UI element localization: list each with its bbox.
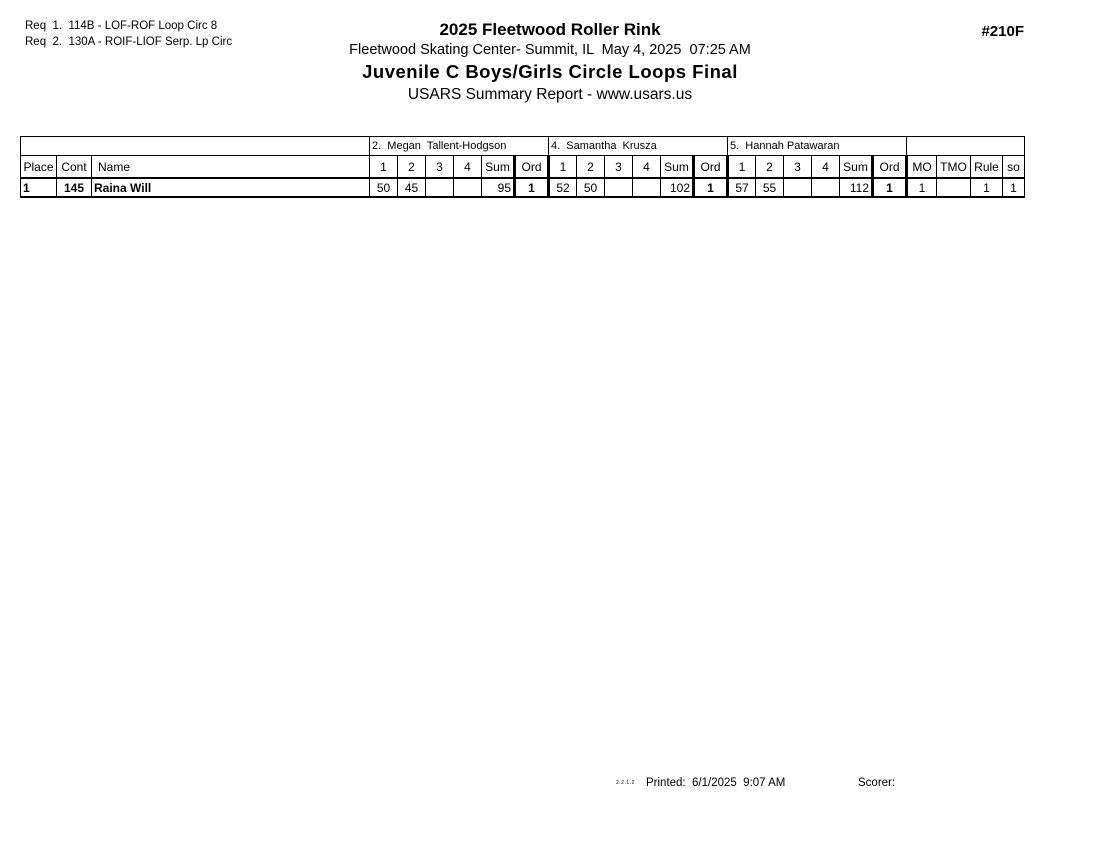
j1-score-4	[454, 178, 482, 197]
header-rule: Rule	[971, 156, 1003, 179]
name-cell: Raina Will	[92, 178, 370, 197]
report-type: USARS Summary Report - www.usars.us	[407, 86, 693, 103]
j1-score-1: 50	[370, 178, 398, 197]
header-j2-4: 4	[633, 156, 661, 179]
header-j1-1: 1	[370, 156, 398, 179]
j2-ord: 1	[694, 178, 728, 197]
j3-sum: 112	[840, 178, 873, 197]
page-title: 2025 Fleetwood Roller Rink	[439, 20, 661, 39]
j2-score-3	[605, 178, 633, 197]
header-j3-4: 4	[812, 156, 840, 179]
header-name: Name	[92, 156, 370, 179]
j1-score-3	[426, 178, 454, 197]
judge-1-name: 2. Megan Tallent-Hodgson	[370, 137, 549, 156]
header-j3-3: 3	[784, 156, 812, 179]
header-cont: Cont	[57, 156, 92, 179]
judge-3-name: 5. Hannah Patawaran	[728, 137, 907, 156]
j2-score-4	[633, 178, 661, 197]
header-mo: MO	[907, 156, 937, 179]
header-j2-ord: Ord	[694, 156, 728, 179]
header-j2-1: 1	[549, 156, 577, 179]
j3-score-3	[784, 178, 812, 197]
event-title: Juvenile C Boys/Girls Circle Loops Final	[362, 61, 738, 82]
judge-header-row	[21, 137, 1025, 156]
j1-score-2: 45	[398, 178, 426, 197]
footer-printed: Printed: 6/1/2025 9:07 AM	[646, 777, 786, 789]
header-so: so	[1003, 156, 1025, 179]
header-j2-sum: Sum	[661, 156, 694, 179]
req-line-1: Req 1. 114B - LOF-ROF Loop Circ 8	[25, 20, 218, 32]
header-j1-3: 3	[426, 156, 454, 179]
judge-2-name: 4. Samantha Krusza	[549, 137, 728, 156]
so-cell: 1	[1003, 178, 1025, 197]
header-j3-sum: Sum	[840, 156, 873, 179]
req-line-2: Req 2. 130A - ROIF-LIOF Serp. Lp Circ	[25, 36, 233, 48]
judge-row-spacer-right	[907, 137, 1025, 156]
header-j3-ord: Ord	[873, 156, 907, 179]
header-j1-4: 4	[454, 156, 482, 179]
j1-ord: 1	[515, 178, 549, 197]
j1-sum: 95	[482, 178, 515, 197]
column-header-row	[21, 156, 1025, 179]
j2-score-1: 52	[549, 178, 577, 197]
footer-version: 2.2.1.2	[616, 780, 635, 786]
j3-score-4	[812, 178, 840, 197]
table-row	[21, 178, 1025, 197]
j2-sum: 102	[661, 178, 694, 197]
header-j1-2: 2	[398, 156, 426, 179]
header-tmo: TMO	[937, 156, 971, 179]
venue-line: Fleetwood Skating Center- Summit, IL May 4, 2025 07:25 AM	[349, 42, 751, 58]
mo-cell: 1	[907, 178, 937, 197]
event-number: #210F	[981, 23, 1024, 40]
place-cell: 1	[21, 178, 57, 197]
j3-score-1: 57	[728, 178, 756, 197]
results-table	[20, 136, 1025, 198]
header-j3-2: 2	[756, 156, 784, 179]
j3-score-2: 55	[756, 178, 784, 197]
tmo-cell	[937, 178, 971, 197]
judge-row-spacer-left	[21, 137, 370, 156]
header-j3-1: 1	[728, 156, 756, 179]
rule-cell: 1	[971, 178, 1003, 197]
footer-scorer-label: Scorer:	[858, 777, 896, 789]
cont-cell: 145	[57, 178, 92, 197]
header-j1-sum: Sum	[482, 156, 515, 179]
header-place: Place	[21, 156, 57, 179]
header-j2-3: 3	[605, 156, 633, 179]
j3-ord: 1	[873, 178, 907, 197]
header-j2-2: 2	[577, 156, 605, 179]
title-block	[0, 19, 1100, 106]
header-j1-ord: Ord	[515, 156, 549, 179]
j2-score-2: 50	[577, 178, 605, 197]
